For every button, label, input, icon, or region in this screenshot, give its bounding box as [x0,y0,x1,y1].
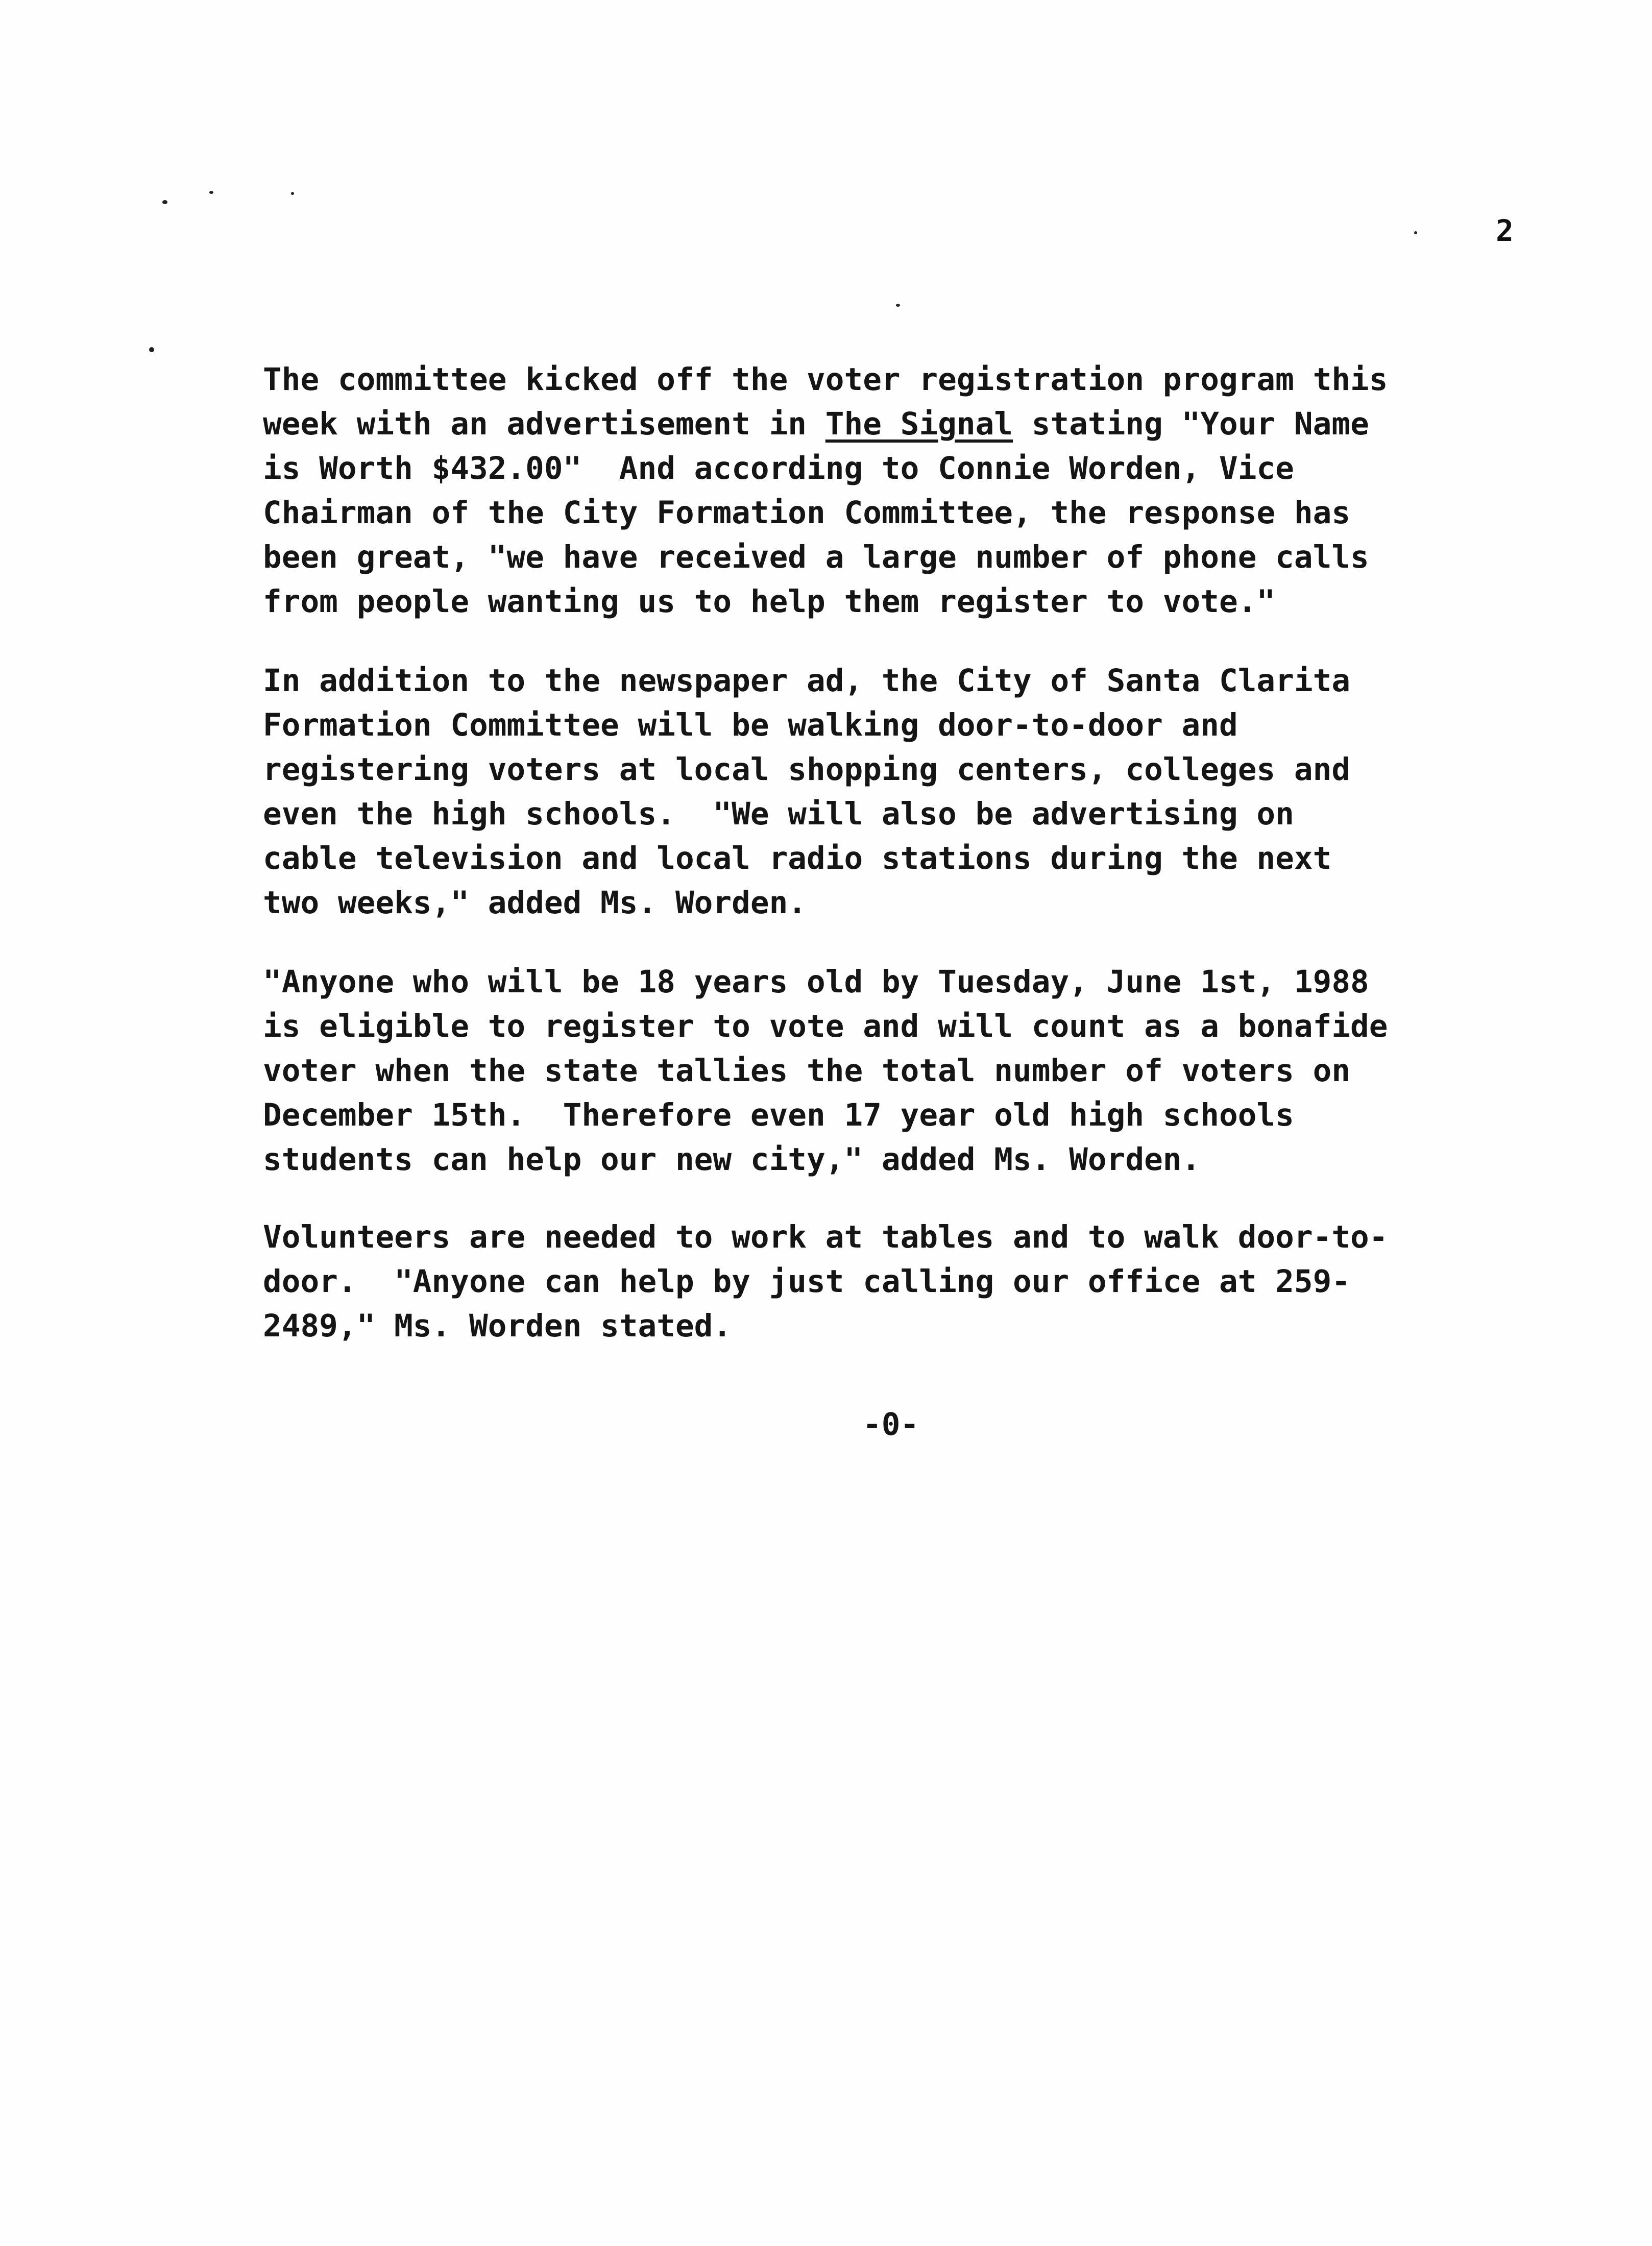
text-segment: week with an advertisement in [263,406,825,442]
text-line: been great, "we have received a large number of phone calls [263,539,1369,575]
text-line: students can help our new city," added Ms. Worden. [263,1141,1201,1178]
text-line [263,402,1529,446]
scan-speck [291,192,294,195]
paragraph-outreach-plans [263,658,1529,925]
text-line: voter when the state tallies the total number of voters on [263,1053,1351,1089]
scan-speck [896,304,900,307]
text-line: is Worth $432.00" And according to Connie Worden, Vice [263,450,1294,486]
scan-speck [162,200,167,204]
text-line: The committee kicked off the voter registration program this [263,361,1388,398]
text-line: In addition to the newspaper ad, the City of Santa Clarita [263,663,1351,699]
scan-speck [1414,231,1417,234]
text-line: cable television and local radio stations during the next [263,840,1332,876]
text-line: is eligible to register to vote and will count as a bonafide [263,1008,1388,1044]
scan-speck [149,347,154,352]
text-line: December 15th. Therefore even 17 year old high schools [263,1097,1294,1133]
text-line: two weeks," added Ms. Worden. [263,885,807,921]
scan-speck [209,191,213,194]
text-line: Chairman of the City Formation Committee, the response has [263,495,1351,531]
text-line: Formation Committee will be walking door-to-door and [263,707,1238,743]
page-number: 2 [1496,213,1514,248]
paragraph-eligibility [263,960,1529,1182]
text-segment: stating "Your Name [1013,406,1369,442]
paragraph-voter-registration-kickoff [263,357,1529,624]
end-of-release-mark: -0- [863,1406,919,1443]
text-line: from people wanting us to help them register to vote." [263,583,1276,620]
text-line: registering voters at local shopping centers, colleges and [263,751,1351,788]
text-line: "Anyone who will be 18 years old by Tuesday, June 1st, 1988 [263,964,1369,1000]
text-line: even the high schools. "We will also be advertising on [263,796,1294,832]
paragraph-volunteers [263,1215,1529,1348]
text-line: Volunteers are needed to work at tables and to walk door-to- [263,1219,1388,1255]
text-line: door. "Anyone can help by just calling our office at 259- [263,1263,1351,1300]
publication-title: The Signal [825,406,1013,442]
text-line: 2489," Ms. Worden stated. [263,1308,732,1344]
